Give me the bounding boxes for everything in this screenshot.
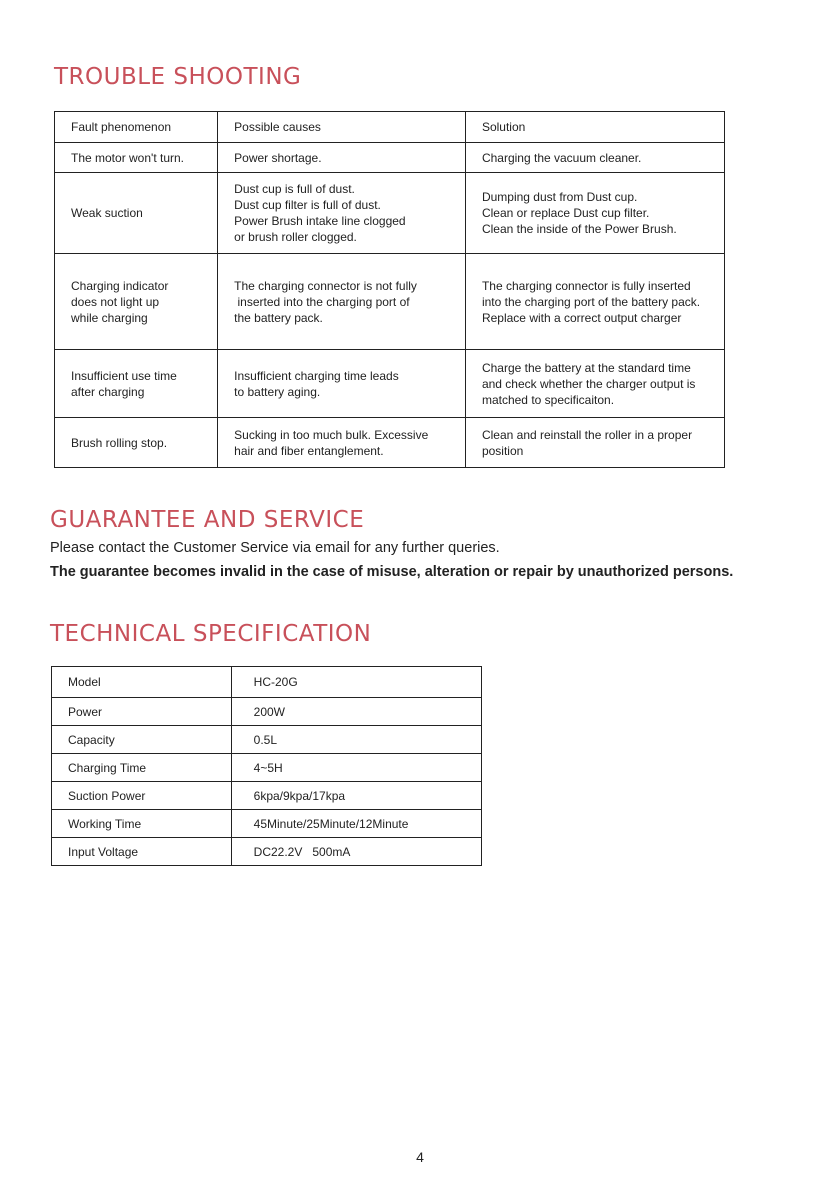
fault-cell [55, 254, 218, 350]
troubleshooting-table [54, 111, 725, 468]
solution-cell [465, 350, 724, 418]
solution-text: into the charging port of the battery pack. [481, 294, 701, 309]
spec-value [231, 782, 481, 810]
spec-value [231, 698, 481, 726]
table-header-row [55, 112, 725, 143]
fault-cell [55, 350, 218, 418]
spec-row [52, 754, 482, 782]
spec-value [231, 726, 481, 754]
causes-text: hair and fiber entanglement. [234, 443, 384, 458]
header-solution: Solution [465, 112, 724, 143]
spec-value [231, 754, 481, 782]
table-row [55, 418, 725, 468]
spec-value [231, 667, 481, 698]
causes-cell [218, 143, 466, 173]
spec-label: Power [52, 698, 232, 726]
spec-value [231, 810, 481, 838]
solution-text: Clean and reinstall the roller in a proper [481, 427, 693, 442]
solution-cell [465, 143, 724, 173]
solution-text: The charging connector is fully inserted [481, 278, 691, 293]
spec-row [52, 726, 482, 754]
causes-text: Dust cup filter is full of dust. [234, 198, 381, 212]
causes-cell [218, 418, 466, 468]
spec-value-text: DC22.2V 500mA [253, 844, 351, 859]
fault-text: The motor won't turn. [71, 150, 185, 165]
guarantee-contact-text: Please contact the Customer Service via email for any further queries. [50, 540, 500, 556]
causes-cell [218, 173, 466, 254]
page-number: 4 [416, 1149, 424, 1165]
causes-text: Dust cup is full of dust. [234, 182, 355, 196]
spec-label: Input Voltage [52, 838, 232, 866]
spec-label: Charging Time [52, 754, 232, 782]
spec-value-text: 0.5L [253, 732, 278, 747]
spec-label: Model [52, 667, 232, 698]
spec-value-text: HC-20G [253, 675, 298, 689]
solution-text: and check whether the charger output is [481, 376, 696, 391]
specification-table [51, 666, 482, 866]
solution-cell [465, 254, 724, 350]
table-row [55, 143, 725, 173]
troubleshooting-title: TROUBLE SHOOTING [54, 64, 302, 90]
solution-text: position [481, 443, 524, 458]
spec-label: Working Time [52, 810, 232, 838]
causes-text: or brush roller clogged. [234, 230, 357, 244]
solution-text: matched to specificaiton. [481, 392, 615, 407]
causes-text: inserted into the charging port of [234, 294, 410, 309]
causes-text: the battery pack. [234, 310, 323, 325]
solution-cell [465, 418, 724, 468]
spec-row [52, 782, 482, 810]
spec-value-text: 200W [253, 704, 286, 719]
fault-cell [55, 143, 218, 173]
causes-cell [218, 254, 466, 350]
fault-cell [55, 173, 218, 254]
spec-value-text: 45Minute/25Minute/12Minute [253, 816, 409, 831]
solution-text: Replace with a correct output charger [481, 310, 682, 325]
fault-text: after charging [71, 384, 145, 399]
fault-text: Charging indicator [71, 278, 169, 293]
spec-label: Suction Power [52, 782, 232, 810]
spec-value-text: 4~5H [253, 760, 283, 775]
specification-title: TECHNICAL SPECIFICATION [50, 621, 372, 647]
spec-row [52, 810, 482, 838]
causes-cell [218, 350, 466, 418]
table-row [55, 350, 725, 418]
guarantee-warning-text: The guarantee becomes invalid in the case of misuse, alteration or repair by unauthorized persons. [50, 564, 734, 580]
solution-text: Dumping dust from Dust cup. [481, 190, 638, 204]
causes-text: The charging connector is not fully [234, 278, 417, 293]
causes-text: to battery aging. [234, 384, 321, 399]
causes-text: Power shortage. [234, 150, 322, 165]
table-row [55, 173, 725, 254]
spec-row [52, 838, 482, 866]
guarantee-title: GUARANTEE AND SERVICE [50, 507, 365, 533]
fault-text: Brush rolling stop. [71, 435, 168, 450]
solution-text: Charging the vacuum cleaner. [481, 150, 642, 165]
solution-text: Charge the battery at the standard time [481, 360, 691, 375]
spec-label: Capacity [52, 726, 232, 754]
header-causes: Possible causes [218, 112, 466, 143]
fault-text: Weak suction [71, 206, 143, 220]
causes-text: Sucking in too much bulk. Excessive [234, 427, 429, 442]
solution-text: Clean the inside of the Power Brush. [481, 222, 677, 236]
spec-value [231, 838, 481, 866]
spec-row [52, 667, 482, 698]
spec-row [52, 698, 482, 726]
solution-cell [465, 173, 724, 254]
fault-text: Insufficient use time [71, 368, 177, 383]
fault-cell [55, 418, 218, 468]
fault-text: while charging [71, 310, 148, 325]
spec-value-text: 6kpa/9kpa/17kpa [253, 788, 346, 803]
table-row [55, 254, 725, 350]
header-fault: Fault phenomenon [55, 112, 218, 143]
fault-text: does not light up [71, 294, 160, 309]
causes-text: Insufficient charging time leads [234, 368, 399, 383]
causes-text: Power Brush intake line clogged [234, 214, 406, 228]
solution-text: Clean or replace Dust cup filter. [481, 206, 650, 220]
